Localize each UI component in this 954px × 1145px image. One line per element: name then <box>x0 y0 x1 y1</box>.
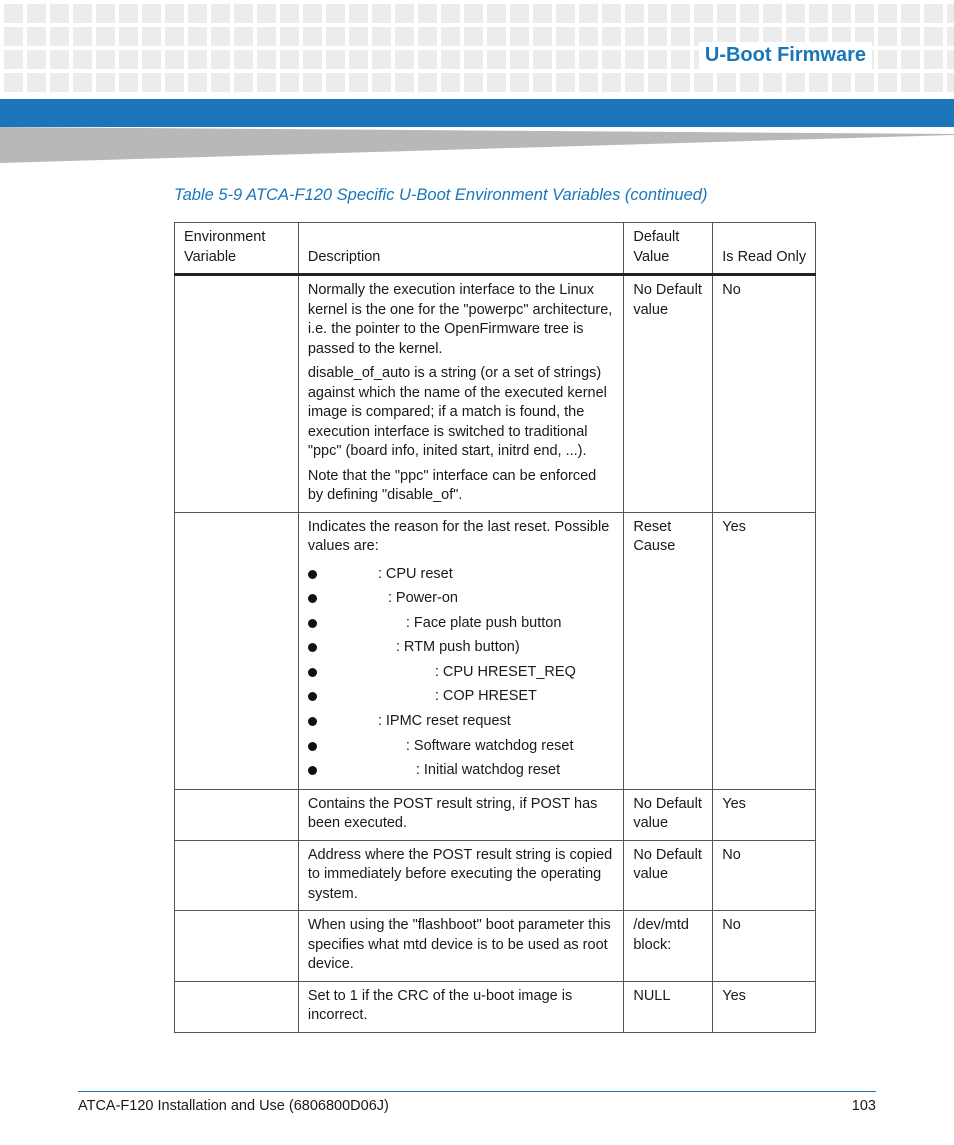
footer-document-title: ATCA-F120 Installation and Use (6806800D06J) <box>78 1098 389 1114</box>
env-variable-cell <box>175 275 299 513</box>
description-paragraph: disable_of_auto is a string (or a set of strings) against which the name of the executed kernel image is compared; if a match is found, the execution interface is switched to traditional "ppc" (board info, inited start, initrd end, ...). <box>307 365 607 459</box>
description-paragraph: Normally the execution interface to the Linux kernel is the one for the "powerpc" architecture, i.e. the pointer to the OpenFirmware tree is passed to the kernel. <box>307 282 613 357</box>
default-value-cell: No Default value <box>624 789 713 840</box>
list-item-text: : Power-on <box>387 590 458 607</box>
table-row <box>175 981 816 1032</box>
list-item <box>308 611 616 636</box>
table-row <box>175 911 816 982</box>
env-variable-cell <box>175 911 299 982</box>
description-paragraph: Indicates the reason for the last reset. Possible values are: <box>307 518 610 554</box>
table-row <box>175 840 816 911</box>
read-only-cell: Yes <box>713 512 816 789</box>
default-value-cell: No Default value <box>624 275 713 513</box>
list-item <box>308 562 616 587</box>
description-paragraph: Set to 1 if the CRC of the u-boot image is incorrect. <box>307 987 573 1024</box>
list-item-text: : RTM push button) <box>395 639 520 656</box>
table-row <box>175 512 816 789</box>
env-variable-cell <box>175 512 299 789</box>
bullet-icon <box>308 717 317 726</box>
list-item <box>308 586 616 611</box>
default-value-cell: NULL <box>624 981 713 1032</box>
list-item-text: : IPMC reset request <box>377 713 511 730</box>
read-only-cell: Yes <box>713 981 816 1032</box>
header-gray-sweep <box>0 127 954 163</box>
table-caption: Table 5-9 ATCA-F120 Specific U-Boot Environment Variables (continued) <box>174 186 708 204</box>
list-item-text: : Initial watchdog reset <box>415 762 561 779</box>
description-paragraph: When using the "flashboot" boot parameter this specifies what mtd device is to be used as root device. <box>307 917 611 973</box>
header-read-only: Is Read Only <box>713 223 816 275</box>
list-item <box>308 660 616 685</box>
table-header-row <box>175 223 816 275</box>
description-paragraph: Note that the "ppc" interface can be enforced by defining "disable_of". <box>307 467 597 503</box>
list-item <box>308 635 616 660</box>
bullet-icon <box>308 570 317 579</box>
read-only-cell: No <box>713 911 816 982</box>
bullet-icon <box>308 692 317 701</box>
footer-rule <box>78 1091 876 1092</box>
reset-cause-list <box>308 562 616 783</box>
header-description: Description <box>298 223 624 275</box>
default-value-cell: No Default value <box>624 840 713 911</box>
list-item-text: : CPU reset <box>377 565 453 582</box>
description-cell <box>298 840 624 911</box>
bullet-icon <box>308 619 317 628</box>
table-row <box>175 275 816 513</box>
description-cell <box>298 512 624 789</box>
bullet-icon <box>308 742 317 751</box>
env-variable-cell <box>175 789 299 840</box>
default-value-cell: Reset Cause <box>624 512 713 789</box>
bullet-icon <box>308 766 317 775</box>
read-only-cell: Yes <box>713 789 816 840</box>
list-item-text: : Face plate push button <box>405 614 562 631</box>
list-item-text: : CPU HRESET_REQ <box>434 663 576 680</box>
description-cell <box>298 911 624 982</box>
list-item <box>308 758 616 783</box>
bullet-icon <box>308 594 317 603</box>
read-only-cell: No <box>713 275 816 513</box>
list-item-text: : COP HRESET <box>434 688 537 705</box>
header-default-value: Default Value <box>624 223 713 275</box>
bullet-icon <box>308 643 317 652</box>
env-variable-cell <box>175 981 299 1032</box>
description-cell <box>298 275 624 513</box>
description-cell <box>298 789 624 840</box>
list-item <box>308 684 616 709</box>
list-item-text: : Software watchdog reset <box>405 737 574 754</box>
page-number: 103 <box>851 1098 876 1114</box>
header-env-variable: Environment Variable <box>175 223 299 275</box>
description-cell <box>298 981 624 1032</box>
list-item <box>308 709 616 734</box>
env-variables-table <box>174 222 816 1033</box>
description-paragraph: Contains the POST result string, if POST has been executed. <box>307 795 598 832</box>
read-only-cell: No <box>713 840 816 911</box>
bullet-icon <box>308 668 317 677</box>
description-paragraph: Address where the POST result string is copied to immediately before executing the operating system. <box>307 846 613 902</box>
env-variable-cell <box>175 840 299 911</box>
section-title: U-Boot Firmware <box>699 42 872 69</box>
header-blue-band <box>0 99 954 127</box>
table-row <box>175 789 816 840</box>
list-item <box>308 734 616 759</box>
default-value-cell: /dev/mtd block: <box>624 911 713 982</box>
